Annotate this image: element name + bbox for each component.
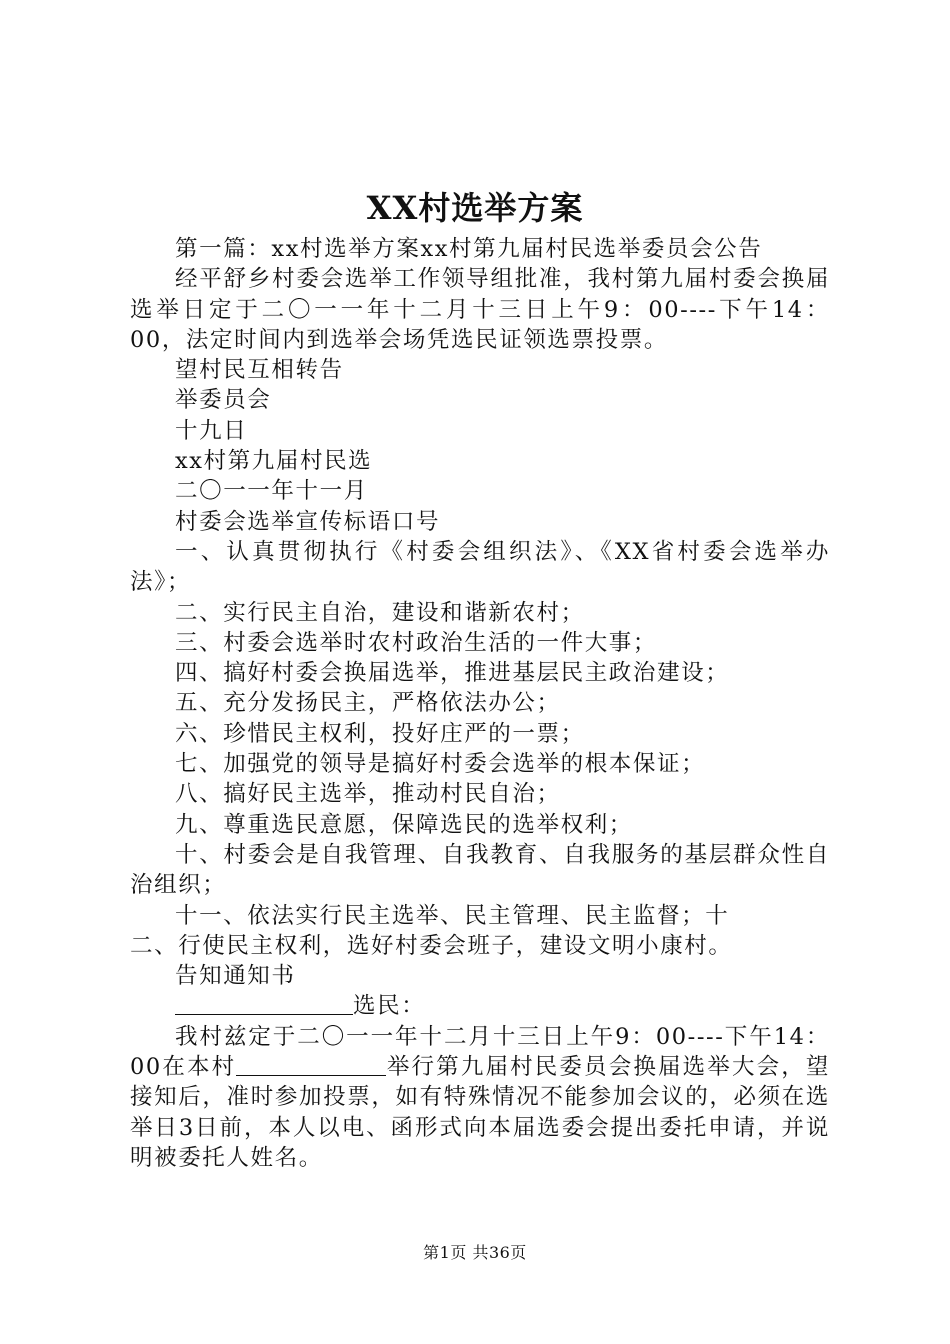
document-title: XX村选举方案 [366,189,584,227]
paragraph-line: xx村第九届村民选 [175,448,373,475]
venue-blank [236,1053,386,1076]
slogan-item: 十一、依法实行民主选举、民主管理、民主监督；十 [175,902,730,929]
slogan-item: 五、充分发扬民主，严格依法办公； [175,690,561,717]
page-footer: 第1页 共36页 [423,1243,527,1262]
slogan-item: 九、尊重选民意愿，保障选民的选举权利； [175,811,633,838]
slogan-item: 十、村委会是自我管理、自我教育、自我服务的基层群众性自治组织； [130,841,830,899]
notice-addressee [130,991,830,1021]
slogan-item: 八、搞好民主选举，推动村民自治； [175,781,561,808]
slogan-item: 六、珍惜民主权利，投好庄严的一票； [175,720,585,747]
slogan-item: 一、认真贯彻执行《村委会组织法》、《XX省村委会选举办法》； [130,538,830,596]
slogan-item: 四、搞好村委会换届选举，推进基层民主政治建设； [175,660,730,687]
paragraph-line: 十九日 [175,417,248,444]
notice-text-part2: 举行第九届村民委员会换届选举大会，望接知后，准时参加投票，如有特殊情况不能参加会议的，必须在选举日3日前，本人以电、函形式向本届选委会提出委托申请，并说明被委托人姓名。 [130,1054,830,1171]
voter-label: 选民： [353,993,426,1020]
paragraph-line: 二〇一一年十一月 [175,478,368,505]
slogan-heading: 村委会选举宣传标语口号 [175,508,441,535]
paragraph-line: 举委员会 [175,387,272,414]
document-body [130,234,830,1173]
notice-text-part1: 我村兹定于二〇一一年十二月十三日上午9：00----下午14：00在本村 [130,1023,830,1081]
slogan-item: 三、村委会选举时农村政治生活的一件大事； [175,629,658,656]
slogan-item: 二、行使民主权利，选好村委会班子，建设文明小康村。 [130,932,733,959]
slogan-item: 七、加强党的领导是搞好村委会选举的根本保证； [175,751,706,778]
paragraph-heading: 第一篇：xx村选举方案xx村第九届村民选举委员会公告 [175,236,763,262]
voter-name-blank [175,992,353,1015]
paragraph-line: 望村民互相转告 [175,357,344,384]
notice-body [130,1022,830,1173]
paragraph-announcement: 经平舒乡村委会选举工作领导组批准，我村第九届村委会换届选举日定于二〇一一年十二月十三日上午9：00----下午14：00，法定时间内到选举会场凭选民证领选票投票。 [130,266,830,353]
notice-heading: 告知通知书 [175,963,296,990]
slogan-item: 二、实行民主自治，建设和谐新农村； [175,599,585,626]
